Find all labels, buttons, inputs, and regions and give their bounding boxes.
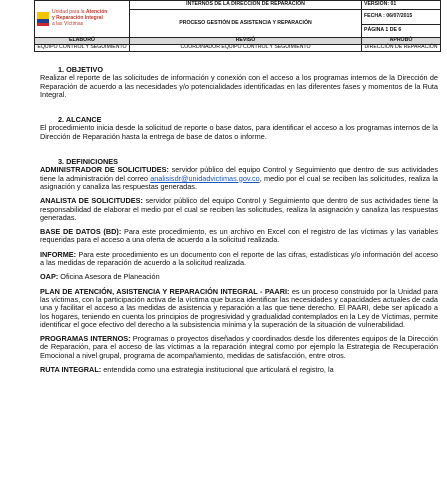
definition-base-datos [40, 228, 438, 245]
definition-programas-internos [40, 335, 438, 360]
definition-ruta-integral [40, 366, 438, 374]
definition-text: Programas o proyectos diseñados y coordinados desde los diferentes equipos de la Dirección de Reparación, para el acceso de las víctimas a la reparación integral como por ejemplo la Estrategia de Recuperación Emocional a nivel grupal, programa de acompañamiento, medidas de satisfacción, entre otros. [40, 334, 438, 360]
elaboro-label: ELABORÓ [35, 38, 130, 45]
process-name: PROCESO GESTIÓN DE ASISTENCIA Y REPARACIÓN [130, 10, 362, 38]
definition-analista [40, 197, 438, 222]
definition-oap [40, 273, 438, 281]
definition-term: INFORME: [40, 249, 77, 259]
definition-term: BASE DE DATOS (BD): [40, 227, 122, 237]
definition-term: PLAN DE ATENCIÓN, ASISTENCIA Y REPARACIÓN INTEGRAL - PAARI: [40, 286, 290, 296]
definition-term: PROGRAMAS INTERNOS: [40, 334, 131, 344]
section-alcance-text: El procedimiento inicia desde la solicitud de reporte o base datos, para identificar el acceso a los programas internos de la Dirección de Reparación hasta la entrega de base de datos o informe. [40, 123, 438, 141]
section-definiciones-title: 3. DEFINICIONES [58, 157, 119, 167]
logo-cell [35, 1, 130, 38]
section-alcance-title: 2. ALCANCE [58, 115, 102, 125]
logo-text: Unidad para la Atención y Reparación Integral a las Víctimas [52, 9, 108, 27]
section-objetivo-title: 1. OBJETIVO [58, 65, 104, 74]
aprobo-label: APROBÓ [362, 38, 441, 45]
page-number: PÁGINA 1 DE 6 [362, 25, 441, 38]
definition-text: servidor público del equipo Control y Seguimiento que dentro de sus actividades tiene la responsabilidad de elaborar el medio por el cual se reciben las solicitudes, realiza la asignación y canaliza las respuestas generadas. [40, 196, 439, 222]
definition-term: RUTA INTEGRAL: [40, 365, 102, 375]
date-label: FECHA : 06/07/2015 [362, 10, 441, 25]
definitions-list [40, 166, 438, 374]
definition-text: servidor público del equipo Control y Seguimiento que dentro de sus actividades tiene la administración del correo [40, 165, 438, 183]
definition-administrador [40, 166, 438, 191]
definition-text: Oficina Asesora de Planeación [58, 272, 160, 282]
unidad-victimas-logo [37, 1, 127, 37]
reviso-value: COORDINADOR EQUIPO CONTROL Y SEGUIMIENTO [130, 44, 362, 51]
reviso-label: REVISÓ [130, 38, 362, 45]
definition-informe [40, 251, 438, 268]
definition-term: ADMINISTRADOR DE SOLICITUDES: [40, 165, 169, 175]
definition-text: Para este procedimiento, es un archivo en Excel con el registro de las víctimas y las variables requeridas para el acceso a una oferta de acuerdo a la solicitud realizada. [40, 227, 438, 245]
section-objetivo-text: Realizar el reporte de las solicitudes de información y conexión con el acceso a los programas internos de la Dirección de Reparación de acuerdo a las necesidades y/o potencialidades identificadas en las diferentes fases y momentos de la Ruta Integral. [40, 73, 438, 99]
definition-paari [40, 288, 438, 329]
aprobo-value: DIRECCIÓN DE REPARACIÓN [362, 44, 441, 51]
version-label: VERSIÓN: 01 [362, 1, 441, 10]
definition-term: ANALISTA DE SOLICITUDES: [40, 196, 143, 206]
elaboro-value: EQUIPO CONTROL Y SEGUIMIENTO [35, 44, 130, 51]
definition-text: Para este procedimiento es un documento con el reporte de las cifras, estadísticas y/o información del acceso a las medidas de reparación de acuerdo a la solicitud realizada. [40, 249, 438, 268]
colombia-flag-icon [37, 12, 49, 26]
definition-text: es un proceso construido por la Unidad para las víctimas, con la participación activa de la víctima que busca identificar las necesidades y capacidades actuales de cada una y facilitar el acceso a las medidas de asistencia y reparación a las que tiene derecho. El PAARI, debe ser aplicado a los hogares, teniendo en cuenta los principios de progresividad y gradualidad contemplados en la Ley de Víctimas, permite identificar el goce efectivo del derecho a la subsistencia mínima y la superación de la situación de vulnerabilidad. [40, 286, 438, 329]
definition-text: entendida como una estrategia institucional que articulará el registro, la [101, 365, 334, 375]
definition-text: , medio por el cual se reciben las solicitudes, realiza la asignación y canaliza las respuestas generadas. [40, 173, 438, 191]
definition-term: OAP: [40, 272, 59, 282]
email-link[interactable]: analisisdr@unidadvictimas.gov.co [150, 173, 260, 183]
document-body [40, 66, 438, 380]
document-header-table [34, 0, 441, 52]
document-title: INTERNOS DE LA DIRECCIÓN DE REPARACIÓN [130, 1, 362, 10]
